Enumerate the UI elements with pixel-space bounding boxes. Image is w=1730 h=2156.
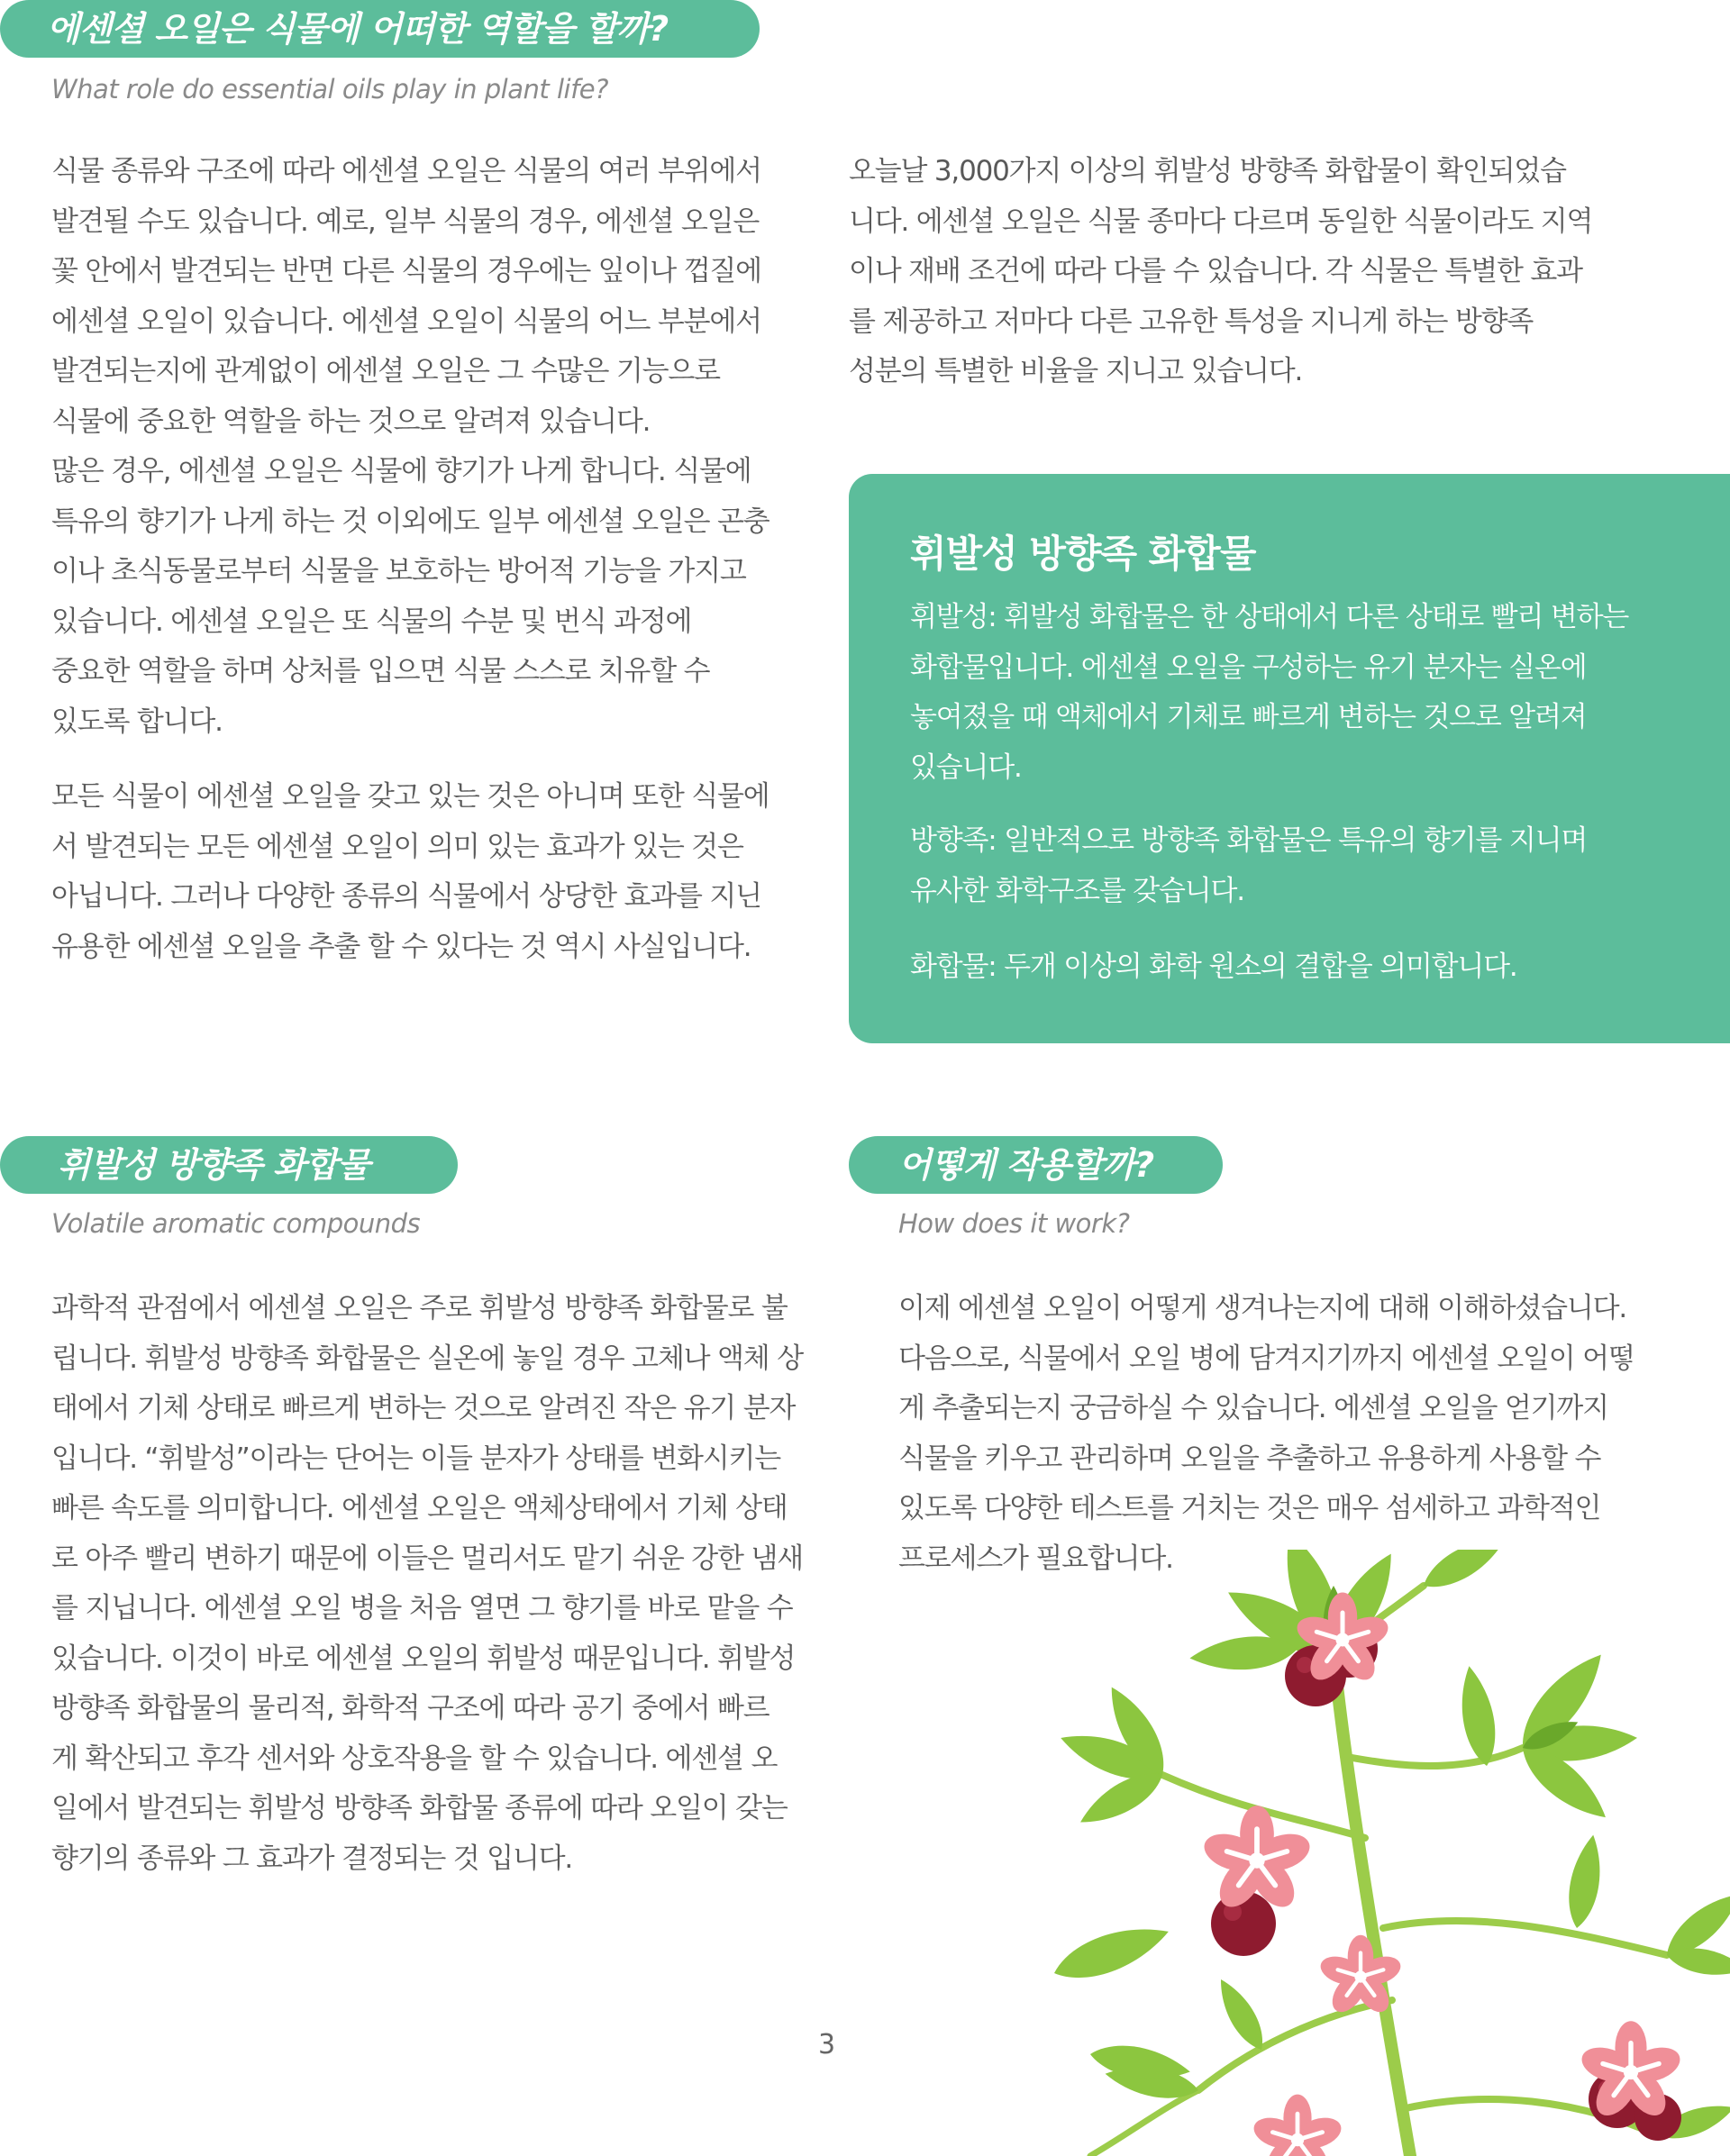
section-subtitle-plant-role: What role do essential oils play in plant life? xyxy=(51,74,609,105)
text-line: 놓여졌을 때 액체에서 기체로 빠르게 변하는 것으로 알려져 xyxy=(910,701,1587,733)
text-line: 있습니다. 이것이 바로 에센셜 오일의 휘발성 때문입니다. 휘발성 xyxy=(51,1642,796,1675)
paragraph-how-it-works xyxy=(898,1284,1634,1584)
paragraph-volatile-compounds xyxy=(51,1284,803,1884)
text-line: 발견될 수도 있습니다. 예로, 일부 식물의 경우, 에센셜 오일은 xyxy=(51,205,760,238)
text-line: 니다. 에센셜 오일은 식물 종마다 다르며 동일한 식물이라도 지역 xyxy=(849,205,1593,238)
text-line: 모든 식물이 에센셜 오일을 갖고 있는 것은 아니며 또한 식물에 xyxy=(51,780,769,813)
plant-with-berries-illustration xyxy=(1036,1550,1730,2156)
text-line: 아닙니다. 그러나 다양한 종류의 식물에서 상당한 효과를 지닌 xyxy=(51,880,761,913)
text-line: 방향족 화합물의 물리적, 화학적 구조에 따라 공기 중에서 빠르 xyxy=(51,1692,769,1724)
text-line: 게 확산되고 후각 센서와 상호작용을 할 수 있습니다. 에센셜 오 xyxy=(51,1742,778,1775)
text-line: 프로세스가 필요합니다. xyxy=(898,1542,1173,1575)
text-line: 립니다. 휘발성 방향족 화합물은 실온에 놓일 경우 고체나 액체 상 xyxy=(51,1342,803,1375)
page-number: 3 xyxy=(818,2029,836,2060)
section-title-how-it-works: 어떻게 작용할까? xyxy=(849,1136,1223,1194)
section-title-volatile-compounds: 휘발성 방향족 화합물 xyxy=(0,1136,458,1194)
text-line: 로 아주 빨리 변하기 때문에 이들은 멀리서도 맡기 쉬운 강한 냄새 xyxy=(51,1542,803,1575)
text-line: 휘발성: 휘발성 화합물은 한 상태에서 다른 상태로 빨리 변하는 xyxy=(910,601,1629,633)
paragraph-plant-role-2 xyxy=(51,772,769,972)
text-line: 식물 종류와 구조에 따라 에센셜 오일은 식물의 여러 부위에서 xyxy=(51,155,761,187)
text-line: 태에서 기체 상태로 빠르게 변하는 것으로 알려진 작은 유기 분자 xyxy=(51,1392,796,1424)
section-subtitle-volatile-compounds: Volatile aromatic compounds xyxy=(51,1208,421,1239)
text-line: 입니다. “휘발성”이라는 단어는 이들 분자가 상태를 변화시키는 xyxy=(51,1442,780,1475)
text-line: 유사한 화학구조를 갖습니다. xyxy=(910,874,1244,907)
text-line: 이나 초식동물로부터 식물을 보호하는 방어적 기능을 가지고 xyxy=(51,555,746,587)
text-line: 방향족: 일반적으로 방향족 화합물은 특유의 향기를 지니며 xyxy=(910,824,1588,857)
text-line: 있도록 다양한 테스트를 거치는 것은 매우 섬세하고 과학적인 xyxy=(898,1492,1601,1524)
text-line: 있도록 합니다. xyxy=(51,705,223,738)
definition-box xyxy=(849,474,1730,1043)
text-line: 유용한 에센셜 오일을 추출 할 수 있다는 것 역시 사실입니다. xyxy=(51,930,751,963)
text-line: 많은 경우, 에센셜 오일은 식물에 향기가 나게 합니다. 식물에 xyxy=(51,455,751,487)
section-title-plant-role: 에센셜 오일은 식물에 어떠한 역할을 할까? xyxy=(0,0,760,58)
definition-box-title: 휘발성 방향족 화합물 xyxy=(910,532,1256,576)
text-line: 다음으로, 식물에서 오일 병에 담겨지기까지 에센셜 오일이 어떻 xyxy=(898,1342,1634,1375)
text-line: 에센셜 오일이 있습니다. 에센셜 오일이 식물의 어느 부분에서 xyxy=(51,305,761,338)
text-line: 일에서 발견되는 휘발성 방향족 화합물 종류에 따라 오일이 갖는 xyxy=(51,1792,788,1824)
text-line: 게 추출되는지 궁금하실 수 있습니다. 에센셜 오일을 얻기까지 xyxy=(898,1392,1608,1424)
text-line: 화합물입니다. 에센셜 오일을 구성하는 유기 분자는 실온에 xyxy=(910,650,1587,684)
paragraph-compound-count xyxy=(849,147,1592,397)
text-line: 과학적 관점에서 에센셜 오일은 주로 휘발성 방향족 화합물로 불 xyxy=(51,1292,788,1324)
definition-aromatic xyxy=(910,816,1587,916)
text-line: 향기의 종류와 그 효과가 결정되는 것 입니다. xyxy=(51,1842,573,1875)
text-line: 이나 재배 조건에 따라 다를 수 있습니다. 각 식물은 특별한 효과 xyxy=(849,255,1582,287)
text-line: 식물을 키우고 관리하며 오일을 추출하고 유용하게 사용할 수 xyxy=(898,1442,1601,1475)
text-line: 빠른 속도를 의미합니다. 에센셜 오일은 액체상태에서 기체 상태 xyxy=(51,1492,788,1524)
definition-volatile xyxy=(910,593,1628,793)
text-line: 중요한 역할을 하며 상처를 입으면 식물 스스로 치유할 수 xyxy=(51,655,710,687)
text-line: 오늘날 3,000가지 이상의 휘발성 방향족 화합물이 확인되었습 xyxy=(849,155,1566,187)
text-line: 있습니다. 에센셜 오일은 또 식물의 수분 및 번식 과정에 xyxy=(51,605,692,638)
paragraph-plant-role-1 xyxy=(51,147,769,747)
section-subtitle-how-it-works: How does it work? xyxy=(898,1208,1130,1239)
text-line: 서 발견되는 모든 에센셜 오일이 의미 있는 효과가 있는 것은 xyxy=(51,830,743,863)
text-line: 꽃 안에서 발견되는 반면 다른 식물의 경우에는 잎이나 껍질에 xyxy=(51,255,761,287)
text-line: 성분의 특별한 비율을 지니고 있습니다. xyxy=(849,355,1303,387)
text-line: 식물에 중요한 역할을 하는 것으로 알려져 있습니다. xyxy=(51,405,651,438)
text-line: 있습니다. xyxy=(910,751,1022,784)
text-line: 를 제공하고 저마다 다른 고유한 특성을 지니게 하는 방향족 xyxy=(849,305,1534,338)
definition-compound xyxy=(910,942,1517,993)
text-line: 를 지닙니다. 에센셜 오일 병을 처음 열면 그 향기를 바로 맡을 수 xyxy=(51,1592,793,1624)
text-line: 발견되는지에 관계없이 에센셜 오일은 그 수많은 기능으로 xyxy=(51,355,720,387)
text-line: 이제 에센셜 오일이 어떻게 생겨나는지에 대해 이해하셨습니다. xyxy=(898,1292,1626,1324)
text-line: 화합물: 두개 이상의 화학 원소의 결합을 의미합니다. xyxy=(910,951,1517,983)
text-line: 특유의 향기가 나게 하는 것 이외에도 일부 에센셜 오일은 곤충 xyxy=(51,505,769,538)
